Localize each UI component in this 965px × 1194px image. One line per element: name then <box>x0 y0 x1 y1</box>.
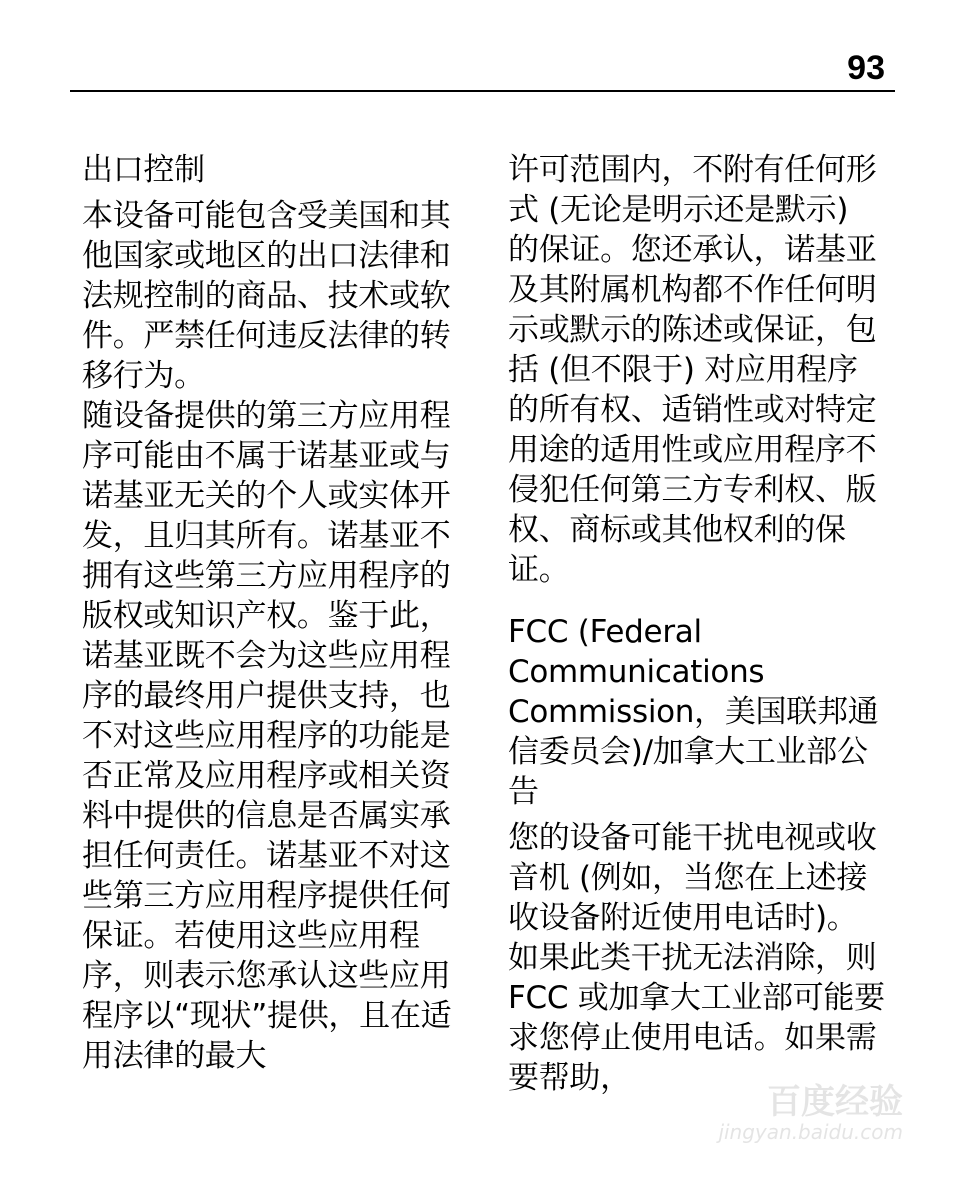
section-heading-fcc: FCC (Federal Communications Commission，美国联邦通信委员会)/加拿大工业部公告 <box>508 614 879 810</box>
section-spacer <box>508 590 888 612</box>
right-column <box>508 150 888 1098</box>
third-party-apps-continuation: 许可范围内，不附有任何形式 (无论是明示还是默示) 的保证。您还承认，诺基亚及其附属机构都不作任何明示或默示的陈述或保证，包括 (但不限于) 对应用程序的所有权、适销性或对特定用途的适用性或应用程序不侵犯任何第三方专利权、版权、商标或其他权利的保证。 <box>508 152 877 588</box>
header-rule <box>70 90 895 92</box>
watermark-brand: 百度经验 <box>767 1082 903 1122</box>
third-party-apps-paragraph: 随设备提供的第三方应用程序可能由不属于诺基亚或与诺基亚无关的个人或实体开发，且归其所有。诺基亚不拥有这些第三方应用程序的版权或知识产权。鉴于此，诺基亚既不会为这些应用程序的最终用户提供支持，也不对这些应用程序的功能是否正常及应用程序或相关资料中提供的信息是否属实承担任何责任。诺基亚不对这些第三方应用程序提供任何保证。若使用这些应用程序，则表示您承认这些应用程序以“现状”提供，且在适用法律的最大 <box>82 398 452 1074</box>
fcc-paragraph: 您的设备可能干扰电视或收音机 (例如，当您在上述接收设备附近使用电话时)。如果此类干扰无法消除，则 FCC 或加拿大工业部可能要求您停止使用电话。如果需要帮助， <box>508 820 885 1096</box>
left-column <box>82 150 464 1076</box>
watermark-url: jingyan.baidu.com <box>718 1120 903 1144</box>
section-heading-export-control: 出口控制 <box>82 152 205 188</box>
page-number: 93 <box>847 49 885 87</box>
export-control-paragraph: 本设备可能包含受美国和其他国家或地区的出口法律和法规控制的商品、技术或软件。严禁任何违反法律的转移行为。 <box>82 198 451 394</box>
